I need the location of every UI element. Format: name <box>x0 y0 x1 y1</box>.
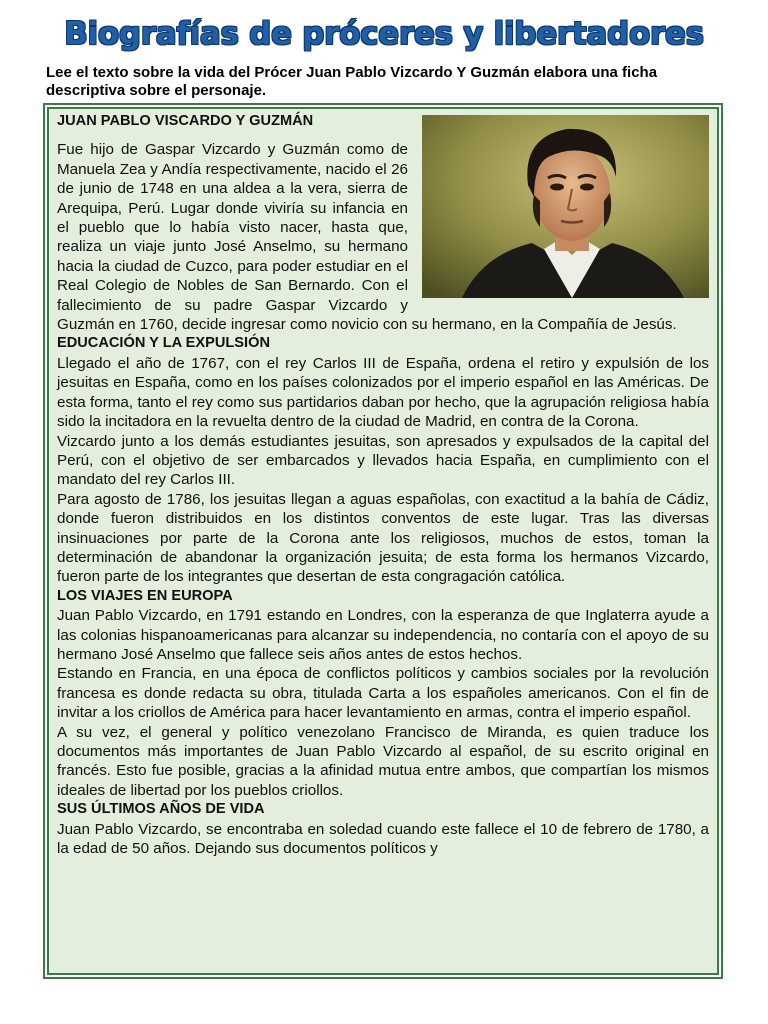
paragraph-2: Llegado el año de 1767, con el rey Carlos III de España, ordena el retiro y expulsión de los jesuitas en España, como en los países colonizados por el imperio español en las Américas. De esta forma, tanto el rey como sus partidarios daban por hecho, que la agrupación religiosa había sido la incitadora en la revuelta dentro de la ciudad de Madrid, en contra de la Corona. <box>57 354 709 431</box>
portrait-image <box>422 115 709 298</box>
paragraph-4: Para agosto de 1786, los jesuitas llegan a aguas españolas, con exactitud a la bahía de Cádiz, donde fueron distribuidos en los distintos conventos de este lugar. Tras las diversas insinuaciones por parte de la Corona ante los religiosos, muchos de estos, toman la determinación de abandonar la organización jesuita; de esta forma los hermanos Vizcardo, fueron parte de los integrantes que desertan de esta congragación católica. <box>57 490 709 586</box>
paragraph-8: Juan Pablo Vizcardo, se encontraba en soledad cuando este fallece el 10 de febrero de 1780, a la edad de 50 años. Dejando sus documentos políticos y <box>57 820 709 858</box>
heading-travels: LOS VIAJES EN EUROPA <box>57 587 233 604</box>
instruction-text: Lee el texto sobre la vida del Prócer Juan Pablo Vizcardo Y Guzmán elabora una ficha descriptiva sobre el personaje. <box>46 64 658 99</box>
paragraph-6: Estando en Francia, en una época de conflictos políticos y cambios sociales por la revolución francesa es donde redacta su obra, titulada Carta a los españoles americanos. Con el fin de invitar a los criollos de América para hacer levantamiento en armas, contra el imperio español. <box>57 665 709 722</box>
portrait-illustration <box>422 115 709 298</box>
article-panel <box>47 107 719 975</box>
paragraph-3: Vizcardo junto a los demás estudiantes jesuitas, son apresados y expulsados de la capital del Perú, con el objetivo de ser embarcados y llevados hacia España, en cumplimiento con el mandato del rey Carlos III. <box>57 432 709 489</box>
paragraph-7: A su vez, el general y político venezolano Francisco de Miranda, es quien traduce los documentos más importantes de Juan Pablo Vizcardo al español, de su escrito original en francés. Esto fue posible, gracias a la afinidad mutua entre ambos, que compartían los mismos ideales de libertad por los pueblos criollos. <box>57 723 709 799</box>
paragraph-5: Juan Pablo Vizcardo, en 1791 estando en Londres, con la esperanza de que Inglaterra ayude a las colonias hispanoamericanas para alcanzar su independencia, no contaría con el apoyo de su hermano José Anselmo que fallece seis años antes de estos hechos. <box>57 607 709 663</box>
heading-education: EDUCACIÓN Y LA EXPULSIÓN <box>57 335 270 352</box>
article-content <box>57 112 709 858</box>
paragraph-1: Fue hijo de Gaspar Vizcardo y Guzmán como de Manuela Zea y Andía respectivamente, nacido el 26 de junio de 1748 en una aldea a la vera, sierra de Arequipa, Perú. Lugar donde viviría su infancia en el pueblo que lo había visto nacer, hasta que, realiza un viaje junto José Anselmo, su hermano hacia la ciudad de Cuzco, para poder estudiar en el Real Colegio de Nobles de San Bernardo. Con el fallecimiento de su padre Gaspar Vizcardo y Guzmán en 1760, decide ingresar como novicio con su hermano, en la Compañía de Jesús. <box>57 141 677 334</box>
page-title: Biografías de próceres y libertadores <box>64 16 704 52</box>
article-frame <box>43 103 723 979</box>
heading-biography: JUAN PABLO VISCARDO Y GUZMÁN <box>57 113 314 129</box>
heading-last-years: SUS ÚLTIMOS AÑOS DE VIDA <box>57 801 265 818</box>
